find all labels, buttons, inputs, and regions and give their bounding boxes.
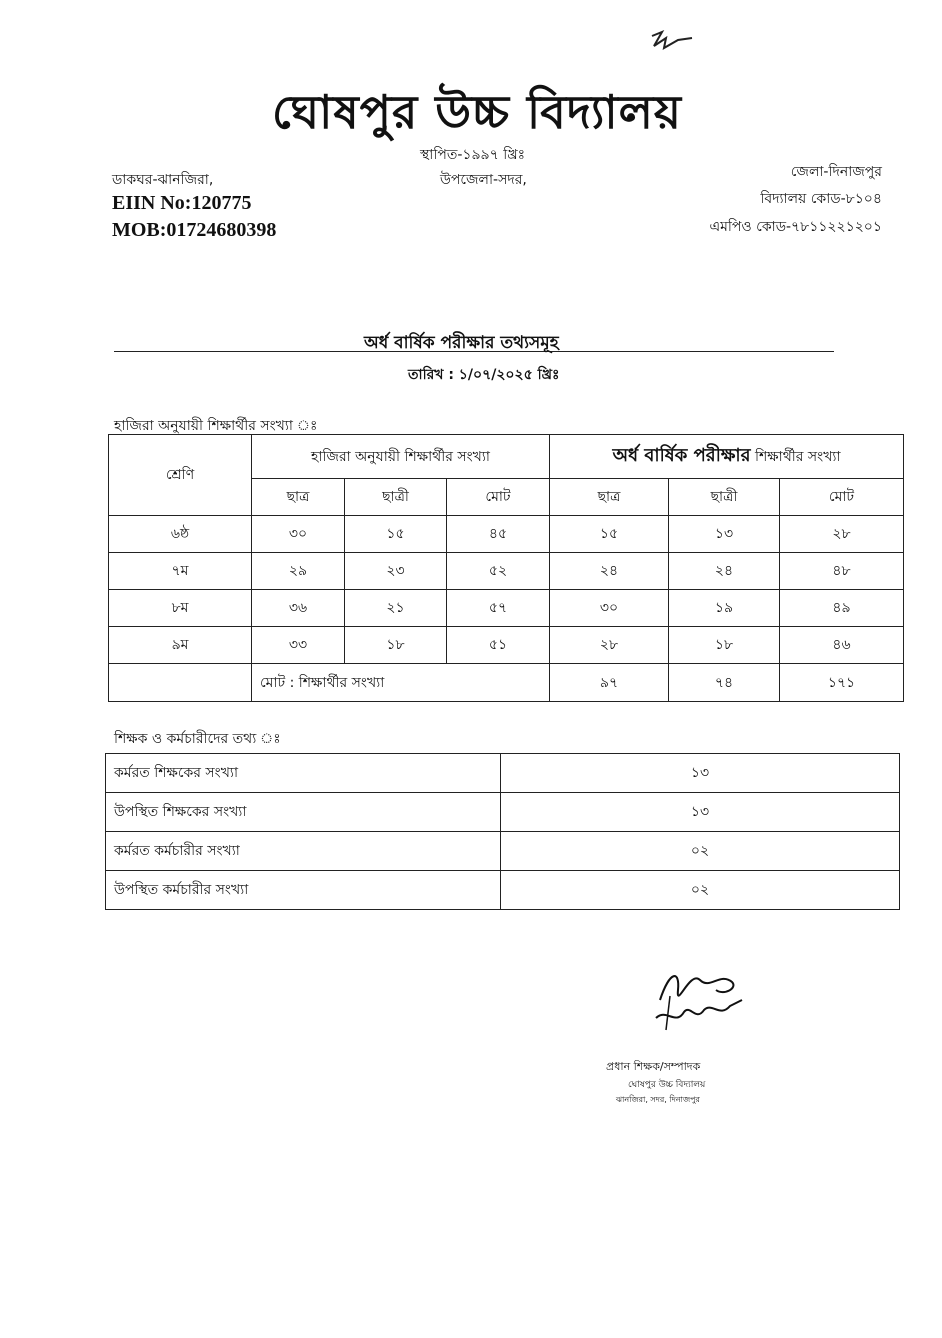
staff-label: উপস্থিত কর্মচারীর সংখ্যা bbox=[106, 871, 501, 910]
value-cell: ৫২ bbox=[447, 553, 550, 590]
total-label: মোট : শিক্ষার্থীর সংখ্যা bbox=[252, 664, 550, 702]
section-heading-staff: শিক্ষক ও কর্মচারীদের তথ্য ঃ bbox=[114, 731, 281, 747]
value-cell: ৩৬ bbox=[252, 590, 345, 627]
value-cell: ২৪ bbox=[550, 553, 669, 590]
value-cell: ৫৭ bbox=[447, 590, 550, 627]
staff-value: ০২ bbox=[501, 871, 900, 910]
value-cell: ২৮ bbox=[780, 516, 904, 553]
table-row bbox=[106, 832, 900, 871]
value-cell: ১৫ bbox=[550, 516, 669, 553]
staff-value: ১৩ bbox=[501, 793, 900, 832]
staff-label: উপস্থিত শিক্ষকের সংখ্যা bbox=[106, 793, 501, 832]
class-cell: ৬ষ্ঠ bbox=[109, 516, 252, 553]
handwritten-mark bbox=[648, 28, 698, 52]
value-cell: ২৯ bbox=[252, 553, 345, 590]
total-value: ১৭১ bbox=[780, 664, 904, 702]
exam-group-header-bold: অর্ধ বার্ষিক পরীক্ষার bbox=[612, 445, 751, 466]
sub-header: ছাত্র bbox=[550, 479, 669, 516]
sub-header: মোট bbox=[447, 479, 550, 516]
upazila: উপজেলা-সদর, bbox=[440, 172, 527, 188]
staff-value: ১৩ bbox=[501, 754, 900, 793]
staff-info-table bbox=[105, 753, 900, 910]
value-cell: ১৩ bbox=[669, 516, 780, 553]
table-row bbox=[106, 754, 900, 793]
table-row bbox=[109, 516, 904, 553]
value-cell: ২১ bbox=[345, 590, 447, 627]
value-cell: ৩০ bbox=[550, 590, 669, 627]
table-row bbox=[106, 871, 900, 910]
seal-school: ঘোষপুর উচ্চ বিদ্যালয় bbox=[628, 1080, 706, 1090]
value-cell: ৪৮ bbox=[780, 553, 904, 590]
section-heading-attendance: হাজিরা অনুযায়ী শিক্ষার্থীর সংখ্যা ঃ bbox=[114, 418, 318, 434]
staff-label: কর্মরত কর্মচারীর সংখ্যা bbox=[106, 832, 501, 871]
value-cell: ২৪ bbox=[669, 553, 780, 590]
exam-group-header-rest: শিক্ষার্থীর সংখ্যা bbox=[750, 449, 841, 465]
table-row bbox=[106, 793, 900, 832]
post-office: ডাকঘর-ঝানজিরা, bbox=[112, 172, 214, 188]
document-title: অর্ধ বার্ষিক পরীক্ষার তথ্যসমূহ bbox=[364, 333, 559, 353]
sub-header: মোট bbox=[780, 479, 904, 516]
class-header: শ্রেণি bbox=[109, 435, 252, 516]
established-year: স্থাপিত-১৯৯৭ খ্রিঃ bbox=[420, 147, 526, 163]
total-value: ৭৪ bbox=[669, 664, 780, 702]
value-cell: ৩৩ bbox=[252, 627, 345, 664]
exam-group-header bbox=[550, 435, 904, 479]
value-cell: ২৩ bbox=[345, 553, 447, 590]
value-cell: ৪৯ bbox=[780, 590, 904, 627]
value-cell: ৪৬ bbox=[780, 627, 904, 664]
document-date: তারিখ : ১/০৭/২০২৫ খ্রিঃ bbox=[408, 367, 560, 383]
staff-value: ০২ bbox=[501, 832, 900, 871]
value-cell: ২৮ bbox=[550, 627, 669, 664]
class-cell: ৯ম bbox=[109, 627, 252, 664]
seal-designation: প্রধান শিক্ষক/সম্পাদক bbox=[606, 1060, 701, 1073]
class-cell: ৮ম bbox=[109, 590, 252, 627]
mpo-code: এমপিও কোড-৭৮১১২২১২০১ bbox=[709, 219, 882, 235]
total-row bbox=[109, 664, 904, 702]
class-cell: ৭ম bbox=[109, 553, 252, 590]
eiin-number: EIIN No:120775 bbox=[112, 192, 252, 214]
mobile-number: MOB:01724680398 bbox=[112, 219, 277, 241]
table-row bbox=[109, 590, 904, 627]
student-count-table bbox=[108, 434, 904, 702]
table-row bbox=[109, 627, 904, 664]
value-cell: ৪৫ bbox=[447, 516, 550, 553]
value-cell: ১৮ bbox=[345, 627, 447, 664]
total-value: ৯৭ bbox=[550, 664, 669, 702]
table-row bbox=[109, 553, 904, 590]
value-cell: ১৯ bbox=[669, 590, 780, 627]
empty-cell bbox=[109, 664, 252, 702]
school-name-heading: ঘোষপুর উচ্চ বিদ্যালয় bbox=[271, 85, 683, 139]
staff-label: কর্মরত শিক্ষকের সংখ্যা bbox=[106, 754, 501, 793]
seal-address: ঝানজিরা, সদর, দিনাজপুর bbox=[616, 1095, 700, 1104]
district: জেলা-দিনাজপুর bbox=[790, 164, 882, 180]
headmaster-signature bbox=[620, 960, 760, 1040]
value-cell: ৫১ bbox=[447, 627, 550, 664]
value-cell: ১৫ bbox=[345, 516, 447, 553]
value-cell: ৩০ bbox=[252, 516, 345, 553]
sub-header: ছাত্রী bbox=[669, 479, 780, 516]
value-cell: ১৮ bbox=[669, 627, 780, 664]
school-code: বিদ্যালয় কোড-৮১০৪ bbox=[760, 191, 882, 207]
attendance-group-header: হাজিরা অনুযায়ী শিক্ষার্থীর সংখ্যা bbox=[252, 435, 550, 479]
sub-header: ছাত্র bbox=[252, 479, 345, 516]
sub-header: ছাত্রী bbox=[345, 479, 447, 516]
